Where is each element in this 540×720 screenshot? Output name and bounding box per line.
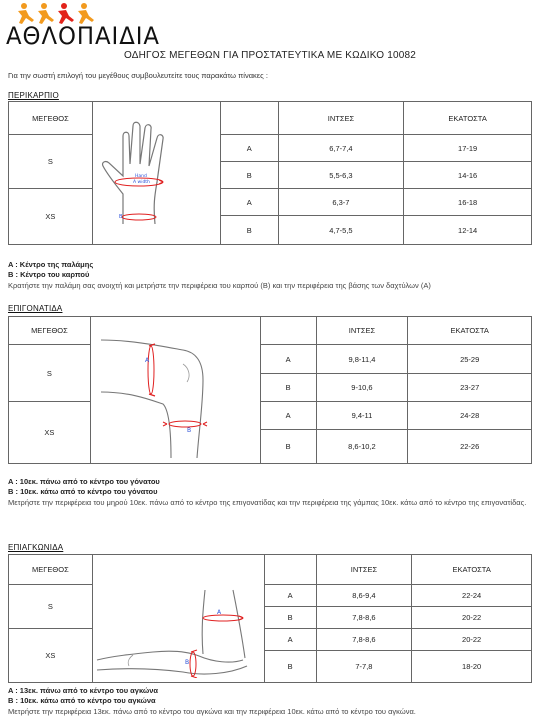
elbow-a-label: A [216,608,221,616]
size-cell: S [9,585,93,629]
header-inches: ΙΝΤΣΕΣ [316,317,408,345]
cm-cell: 22-24 [412,585,532,607]
elbow-size-table [8,554,532,683]
elbow-measure-icon [93,560,259,678]
cm-cell: 20-22 [412,629,532,651]
note-b: B : 10εκ. κάτω από το κέντρο του αγκώνα [8,696,156,705]
size-cell: S [9,135,93,189]
cm-cell: 18-20 [412,651,532,683]
wrist-notes [8,260,93,280]
note-b: B : Κέντρο του καρπού [8,270,90,279]
point-cell: B [220,162,278,189]
hand-measure-icon [93,114,215,232]
header-inches: ΙΝΤΣΕΣ [278,102,404,135]
header-inches: ΙΝΤΣΕΣ [316,555,412,585]
inches-cell: 7,8-8,6 [316,629,412,651]
inches-cell: 4,7-5,5 [278,216,404,245]
hand-label: Hand [134,174,147,179]
inches-cell: 7-7,8 [316,651,412,683]
point-cell: A [260,345,316,374]
point-cell: A [220,135,278,162]
knee-description: Μετρήστε την περιφέρεια του μηρού 10εκ. πάνω από το κέντρο της επιγονατίδας και την περιφέρεια της γάμπας 10εκ. κάτω από το κέντρο της επιγονατίδας. [8,498,527,507]
inches-cell: 6,7-7,4 [278,135,404,162]
cm-cell: 12-14 [404,216,532,245]
brand-logo-text: ΑΘΛΟΠΑΙΔΙΑ [6,22,160,50]
elbow-illustration [92,555,264,683]
elbow-b-label: B [184,658,189,666]
point-cell: B [264,607,316,629]
size-cell: XS [9,629,93,683]
header-size: ΜΕΓΕΘΟΣ [9,317,91,345]
header-blank [260,317,316,345]
knee-notes [8,477,160,497]
inches-cell: 9,4-11 [316,402,408,430]
point-cell: B [260,374,316,402]
cm-cell: 25-29 [408,345,532,374]
inches-cell: 8,6-9,4 [316,585,412,607]
cm-cell: 20-22 [412,607,532,629]
knee-b-label: B [186,427,191,434]
inches-cell: 5,5-6,3 [278,162,404,189]
note-b: B : 10εκ. κάτω από το κέντρο του γόνατου [8,487,158,496]
point-cell: B [260,430,316,464]
intro-text: Για την σωστή επιλογή του μεγέθους συμβουλευτείτε τους παρακάτω πίνακες : [8,71,268,80]
page-title: ΟΔΗΓΟΣ ΜΕΓΕΘΩΝ ΓΙΑ ΠΡΟΣΤΑΤΕΥΤΙΚΑ ΜΕ ΚΩΔΙΚΟ 10082 [123,50,417,61]
note-a: A : 10εκ. πάνω από το κέντρο του γόνατου [8,477,160,486]
cm-cell: 14-16 [404,162,532,189]
knee-size-table [8,316,532,464]
note-a: A : Κέντρο της παλάμης [8,260,94,269]
header-size: ΜΕΓΕΘΟΣ [9,102,93,135]
knee-heading: ΕΠΙΓΟΝΑΤΙΔΑ [8,304,63,313]
inches-cell: 9,8-11,4 [316,345,408,374]
knee-measure-icon [91,320,255,460]
cm-cell: 23-27 [408,374,532,402]
header-cm: ΕΚΑΤΟΣΤΑ [408,317,532,345]
inches-cell: 8,6-10,2 [316,430,408,464]
cm-cell: 17-19 [404,135,532,162]
knee-illustration [90,317,260,464]
size-cell: S [9,345,91,402]
wrist-size-table [8,101,532,245]
note-a: A : 13εκ. πάνω από το κέντρο του αγκώνα [8,686,158,695]
cm-cell: 16-18 [404,189,532,216]
elbow-description: Μετρήστε την περιφέρεια 13εκ. πάνω από το κέντρο του αγκώνα και την περιφέρεια 10εκ. κάτω από το κέντρο του αγκώνα. [8,707,416,716]
knee-a-label: A [144,357,149,364]
size-cell: XS [9,402,91,464]
size-cell: XS [9,189,93,245]
wrist-description: Κρατήστε την παλάμη σας ανοιχτή και μετρήστε την περιφέρεια του καρπού (B) και την περιφέρεια της βάσης των δαχτύλων (A) [8,281,431,290]
point-cell: A [264,585,316,607]
elbow-heading: ΕΠΙΑΓΚΩΝΙΔΑ [8,543,64,552]
cm-cell: 22-26 [408,430,532,464]
inches-cell: 6,3-7 [278,189,404,216]
point-cell: B [264,651,316,683]
elbow-notes [8,686,158,706]
point-cell: B [220,216,278,245]
header-blank [264,555,316,585]
header-cm: ΕΚΑΤΟΣΤΑ [404,102,532,135]
wrist-hand-illustration [92,102,220,245]
header-cm: ΕΚΑΤΟΣΤΑ [412,555,532,585]
cm-cell: 24-28 [408,402,532,430]
header-blank [220,102,278,135]
inches-cell: 7,8-8,6 [316,607,412,629]
inches-cell: 9-10,6 [316,374,408,402]
point-cell: A [264,629,316,651]
point-cell: A [260,402,316,430]
b-label: B [118,214,123,220]
wrist-heading: ΠΕΡΙΚΑΡΠΙΟ [8,91,59,100]
width-label: A width [132,180,150,185]
header-size: ΜΕΓΕΘΟΣ [9,555,93,585]
point-cell: A [220,189,278,216]
